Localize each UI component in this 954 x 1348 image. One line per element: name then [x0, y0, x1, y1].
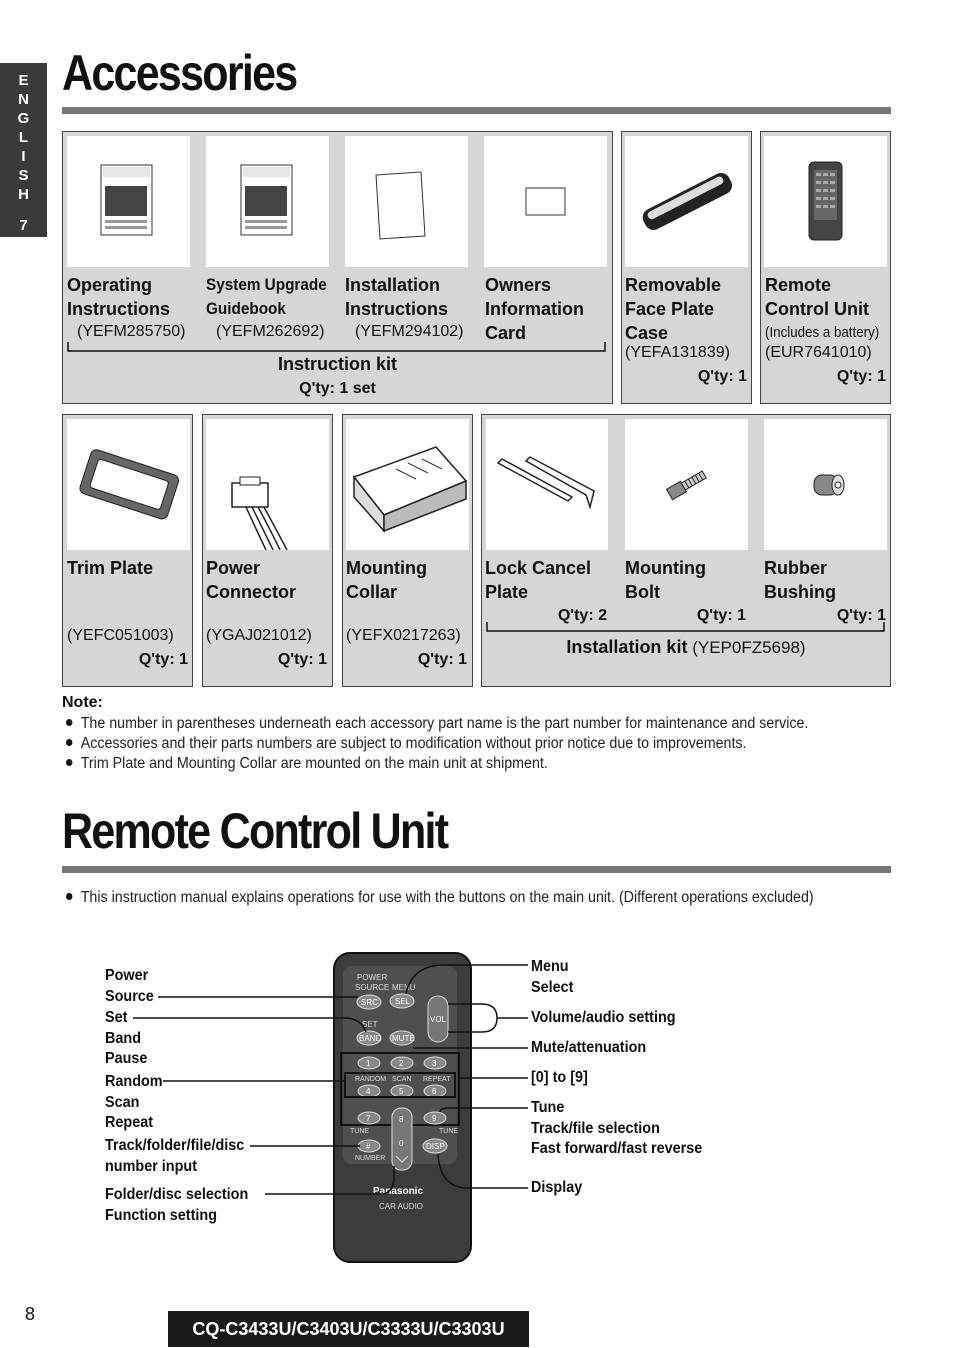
key-2: 2 — [399, 1059, 404, 1068]
callout-digits: [0] to [9] — [531, 1069, 588, 1086]
instruction-kit-label: Instruction kit — [277, 354, 397, 374]
card-icon — [484, 136, 607, 267]
installation-kit-part: (YEP0FZ5698) — [692, 638, 806, 657]
callout-menu-select: Menu Select — [531, 958, 574, 996]
note-line: The number in parentheses underneath each accessory part name is the part number for maintenance and service. — [66, 715, 808, 733]
chapter-number: 7 — [19, 217, 28, 234]
intro-text: This instruction manual explains operations for use with the buttons on the main unit. (Different operations excluded) — [66, 889, 814, 907]
item-label: Mounting Collar — [346, 558, 427, 602]
tab-letter: L — [18, 129, 29, 146]
bushing-icon — [764, 419, 887, 550]
note-line: Accessories and their parts numbers are subject to modification without prior notice due to improvements. — [66, 735, 747, 753]
part-number: (YEFM262692) — [216, 323, 325, 340]
note-line: Trim Plate and Mounting Collar are mounted on the main unit at shipment. — [66, 755, 548, 773]
band-button-label: BAND — [359, 1034, 382, 1043]
key-3: 3 — [432, 1059, 437, 1068]
title-rule — [62, 107, 891, 114]
key-4: 4 — [366, 1087, 371, 1096]
repeat-text: REPEAT — [423, 1076, 451, 1083]
part-number: (YEFA131839) — [625, 344, 730, 361]
callout-folder-function: Folder/disc selection Function setting — [105, 1186, 249, 1224]
face-plate-case-picture — [625, 136, 748, 267]
item-label: Installation Instructions — [345, 275, 449, 319]
bolt-icon — [625, 419, 748, 550]
page-number: 8 — [25, 1304, 36, 1324]
power-connector-picture — [206, 419, 329, 550]
key-0: 0 — [399, 1139, 404, 1148]
instruction-kit-qty: Q'ty: 1 set — [299, 380, 376, 397]
rubber-bushing-picture — [764, 419, 887, 550]
item-qty: Q'ty: 1 — [417, 651, 467, 668]
callout-random-scan-repeat: Random Scan Repeat — [105, 1073, 163, 1131]
part-number: (EUR7641010) — [765, 344, 872, 361]
callout-display: Display — [531, 1179, 583, 1196]
model-number-bar: CQ-C3433U/C3403U/C3333U/C3303U — [168, 1311, 529, 1347]
case-icon — [625, 136, 748, 267]
callout-number-input: Track/folder/file/disc number input — [105, 1137, 245, 1175]
part-note: (Includes a battery) — [765, 325, 880, 341]
item-qty: Q'ty: 1 — [277, 651, 327, 668]
part-number: (YEFM285750) — [77, 323, 186, 340]
key-9: 9 — [432, 1114, 437, 1123]
mounting-bolt-picture — [625, 419, 748, 550]
item-label: Rubber Bushing — [764, 558, 836, 602]
item-label: Operating Instructions — [67, 275, 171, 319]
item-qty: Q'ty: 2 — [557, 607, 607, 624]
item-label: System Upgrade Guidebook — [206, 275, 327, 318]
installation-instructions-picture — [345, 136, 468, 267]
sheet-icon — [345, 136, 468, 267]
item-qty: Q'ty: 1 — [696, 607, 746, 624]
tune-right-text: TUNE — [439, 1128, 459, 1135]
disp-button-label: DISP — [426, 1142, 445, 1151]
sel-button-label: SEL — [395, 997, 411, 1006]
vol-button-label: VOL — [430, 1015, 447, 1024]
item-label: Mounting Bolt — [625, 558, 706, 602]
book-icon — [206, 136, 329, 267]
hash-key: # — [366, 1142, 371, 1151]
menu-text: MENU — [392, 983, 416, 992]
tab-letter: N — [18, 91, 29, 108]
callout-mute: Mute/attenuation — [531, 1039, 647, 1056]
key-6: 6 — [432, 1087, 437, 1096]
item-qty: Q'ty: 1 — [836, 368, 886, 385]
collar-icon — [346, 419, 469, 550]
callout-volume: Volume/audio setting — [531, 1009, 676, 1026]
owners-card-picture — [484, 136, 607, 267]
part-number: (YEFC051003) — [67, 627, 174, 644]
item-qty: Q'ty: 1 — [836, 607, 886, 624]
set-text: SET — [362, 1020, 378, 1029]
item-label: Power Connector — [206, 558, 296, 602]
installation-kit-label: Installation kit — [566, 637, 688, 657]
tab-letter: S — [18, 167, 29, 184]
brand-logo-text: Panasonic — [373, 1186, 424, 1197]
callout-tune: Tune Track/file selection Fast forward/fast reverse — [531, 1099, 703, 1157]
part-number: (YEFX0217263) — [346, 627, 461, 644]
callout-set-band-pause: Set Band Pause — [105, 1009, 148, 1067]
mute-button-label: MUTE — [392, 1034, 415, 1043]
item-label: Lock Cancel Plate — [485, 558, 592, 602]
power-text: POWER — [357, 973, 388, 982]
tab-letter: H — [18, 186, 29, 203]
src-button-label: SRC — [361, 998, 378, 1007]
remote-picture — [764, 136, 887, 267]
part-number: (YEFM294102) — [355, 323, 464, 340]
lock-cancel-plate-picture — [486, 419, 608, 550]
trim-plate-icon — [67, 419, 190, 550]
title-rule — [62, 866, 891, 873]
mounting-collar-picture — [346, 419, 469, 550]
key-8: 8 — [399, 1115, 404, 1124]
note-heading: Note: — [62, 694, 103, 711]
tab-letter: E — [18, 72, 29, 89]
item-qty: Q'ty: 1 — [138, 651, 188, 668]
source-text: SOURCE — [355, 983, 390, 992]
remote-icon — [764, 136, 887, 267]
item-label: Trim Plate — [67, 558, 154, 578]
trim-plate-picture — [67, 419, 190, 550]
operating-instructions-picture — [67, 136, 190, 267]
language-tab — [0, 63, 47, 237]
scan-text: SCAN — [392, 1076, 412, 1083]
item-qty: Q'ty: 1 — [697, 368, 747, 385]
part-number: (YGAJ021012) — [206, 627, 312, 644]
callout-power-source: Power Source — [105, 967, 154, 1005]
key-7: 7 — [366, 1114, 371, 1123]
number-text: NUMBER — [355, 1155, 386, 1162]
lock-plate-icon — [486, 419, 608, 550]
upgrade-guidebook-picture — [206, 136, 329, 267]
tab-letter: G — [17, 110, 30, 127]
book-icon — [67, 136, 190, 267]
installation-kit-caption — [481, 637, 891, 658]
car-audio-text: CAR AUDIO — [379, 1202, 424, 1211]
item-label: Owners Information Card — [485, 275, 584, 343]
remote-section-title: Remote Control Unit — [62, 803, 448, 859]
accessories-title: Accessories — [62, 45, 297, 101]
tab-letter: I — [21, 148, 26, 165]
language-label — [0, 63, 47, 204]
key-5: 5 — [399, 1087, 404, 1096]
item-label: Remote Control Unit — [765, 275, 869, 319]
random-text: RANDOM — [355, 1076, 387, 1083]
item-label: Removable Face Plate Case — [625, 275, 722, 343]
tune-left-text: TUNE — [350, 1128, 370, 1135]
key-1: 1 — [366, 1059, 371, 1068]
connector-icon — [206, 419, 329, 550]
